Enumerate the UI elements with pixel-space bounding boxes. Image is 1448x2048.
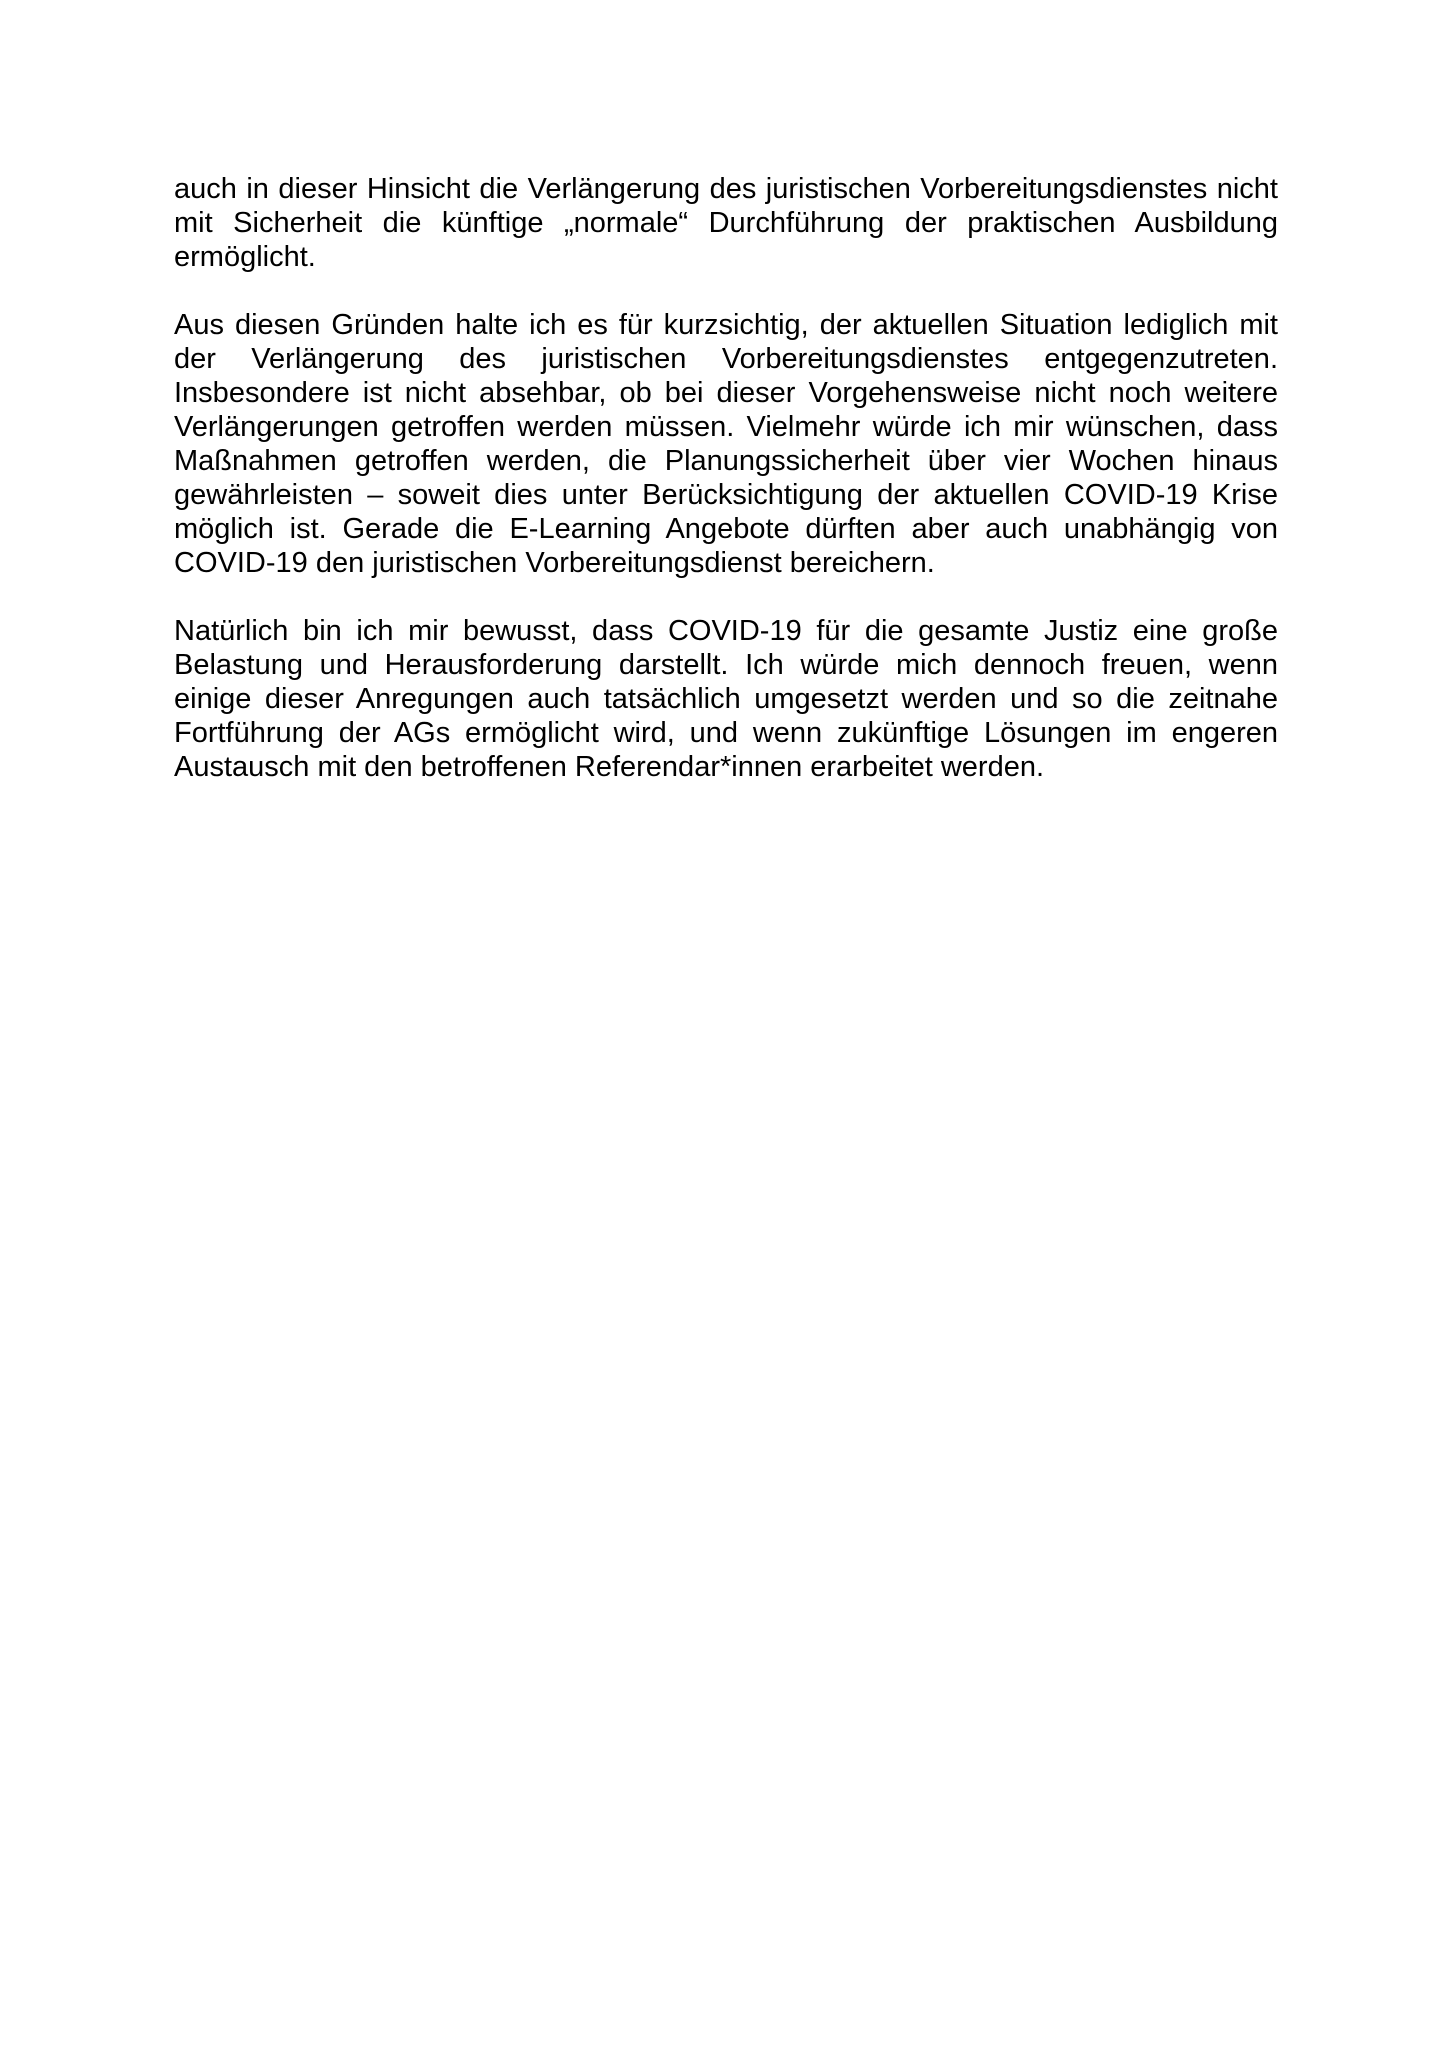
paragraph-2: Aus diesen Gründen halte ich es für kurzsichtig, der aktuellen Situation lediglich mit der Verlängerung des juristischen Vorbereitungsdienstes entgegenzutreten. Insbesondere ist nicht absehbar, ob bei dieser Vorgehensweise nicht noch weitere Verlängerungen getroffen werden müssen. Vielmehr würde ich mir wünschen, dass Maßnahmen getroffen werden, die Planungssicherheit über vier Wochen hinaus gewährleisten – soweit dies unter Berücksichtigung der aktuellen COVID-19 Krise möglich ist. Gerade die E-Learning Angebote dürften aber auch unabhängig von COVID-19 den juristischen Vorbereitungsdienst bereichern. bbox=[174, 309, 1278, 579]
document-body bbox=[174, 172, 1278, 818]
paragraph-3: Natürlich bin ich mir bewusst, dass COVID-19 für die gesamte Justiz eine große Belastung und Herausforderung darstellt. Ich würde mich dennoch freuen, wenn einige dieser Anregungen auch tatsächlich umgesetzt werden und so die zeitnahe Fortführung der AGs ermöglicht wird, und wenn zukünftige Lösungen im engeren Austausch mit den betroffenen Referendar*innen erarbeitet werden. bbox=[174, 615, 1278, 783]
paragraph-1: auch in dieser Hinsicht die Verlängerung des juristischen Vorbereitungsdienstes nicht mit Sicherheit die künftige „normale“ Durchführung der praktischen Ausbildung ermöglicht. bbox=[174, 173, 1278, 273]
